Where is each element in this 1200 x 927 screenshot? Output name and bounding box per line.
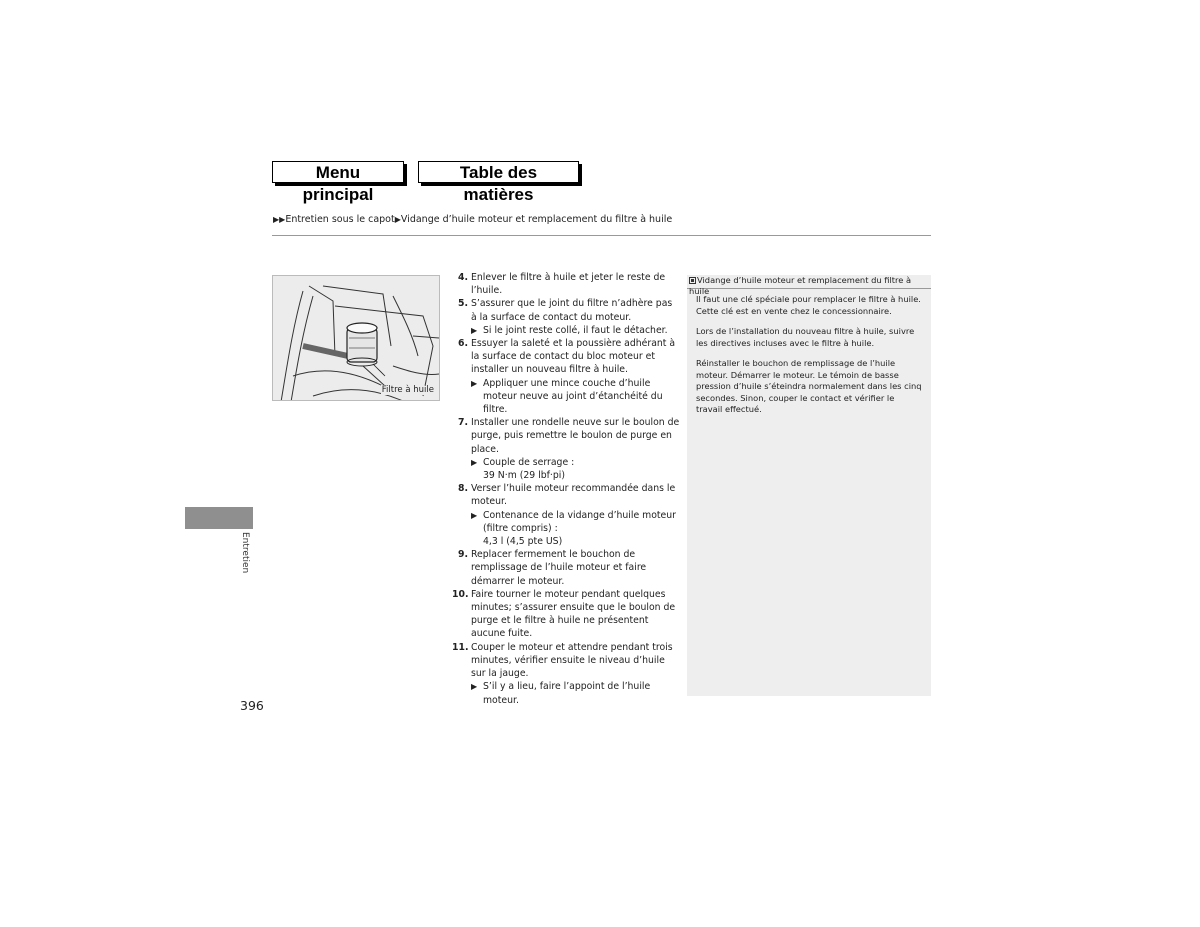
step-text: Installer une rondelle neuve sur le boulon de purge, puis remettre le boulon de purge en place. xyxy=(471,417,680,455)
list-item xyxy=(452,416,680,482)
step-note-text: S’il y a lieu, faire l’appoint de l’huile moteur. xyxy=(483,681,651,706)
step-text: Faire tourner le moteur pendant quelques minutes; s’assurer ensuite que le boulon de purge et le filtre à huile ne présentent aucune fuite. xyxy=(471,588,676,640)
list-item xyxy=(452,548,680,588)
breadcrumb-separator-icon: ▶ xyxy=(394,215,401,224)
list-item xyxy=(452,337,680,416)
table-of-contents-button[interactable]: Table des matières xyxy=(418,161,579,183)
breadcrumb xyxy=(273,214,672,225)
step-number: 10. xyxy=(452,588,469,600)
step-number: 6. xyxy=(457,338,468,350)
arrow-right-icon: ▶ xyxy=(471,378,478,388)
info-sidebar xyxy=(687,275,931,696)
step-note-value: 39 N·m (29 lbf·pi) xyxy=(483,470,565,482)
step-note-value: 4,3 l (4,5 pte US) xyxy=(483,536,563,548)
step-text: Replacer fermement le bouchon de remplissage de l’huile moteur et faire démarrer le moteur. xyxy=(471,549,647,587)
sidebar-paragraph: Il faut une clé spéciale pour remplacer le filtre à huile. Cette clé est en vente chez le concessionnaire. xyxy=(696,294,921,316)
figure-caption: Filtre à huile xyxy=(381,385,434,395)
breadcrumb-arrows-icon: ▶▶ xyxy=(273,215,286,224)
sidebar-paragraph: Lors de l’installation du nouveau filtre à huile, suivre les directives incluses avec le filtre à huile. xyxy=(696,326,915,348)
arrow-right-icon: ▶ xyxy=(471,682,478,692)
breadcrumb-current-page: Vidange d’huile moteur et remplacement du filtre à huile xyxy=(400,214,673,225)
step-note xyxy=(471,509,680,549)
step-text: Couper le moteur et attendre pendant trois minutes, vérifier ensuite le niveau d’huile sur la jauge. xyxy=(471,641,673,680)
step-note xyxy=(471,456,680,482)
chapter-tab-marker xyxy=(185,507,253,529)
step-note-text: Contenance de la vidange d’huile moteur (filtre compris) : xyxy=(483,509,676,534)
list-item xyxy=(452,271,680,297)
step-number: 7. xyxy=(457,417,468,429)
step-number: 9. xyxy=(457,549,468,561)
main-menu-button[interactable]: Menu principal xyxy=(272,161,404,183)
sidebar-paragraph: Réinstaller le bouchon de remplissage de l’huile moteur. Démarrer le moteur. Le témoin de basse pression d’huile s’éteindra normalement dans les cinq secondes. Sinon, couper le contact et vérifier le travail effectué. xyxy=(696,358,922,414)
arrow-right-icon: ▶ xyxy=(471,457,478,467)
step-note-text: Appliquer une mince couche d’huile moteur neuve au joint d’étanchéité du filtre. xyxy=(483,377,663,416)
step-note-text: Couple de serrage : xyxy=(483,456,575,468)
step-note-text: Si le joint reste collé, il faut le détacher. xyxy=(483,324,668,336)
list-item xyxy=(452,482,680,548)
procedure-steps xyxy=(452,271,680,707)
header-divider xyxy=(272,235,931,236)
step-text: Verser l’huile moteur recommandée dans le moteur. xyxy=(471,483,676,508)
step-number: 4. xyxy=(457,272,468,283)
chapter-tab-label: Entretien xyxy=(240,532,250,574)
sidebar-title xyxy=(687,275,931,296)
sidebar-title-text: Vidange d’huile moteur et remplacement du filtre à huile xyxy=(689,275,912,296)
step-number: 5. xyxy=(457,298,468,310)
oil-filter-illustration xyxy=(272,275,440,401)
step-text: Enlever le filtre à huile et jeter le reste de l’huile. xyxy=(471,272,666,297)
arrow-right-icon: ▶ xyxy=(471,325,478,335)
engine-drawing xyxy=(273,276,440,401)
list-item xyxy=(452,297,680,337)
step-text: S’assurer que le joint du filtre n’adhère pas à la surface de contact du moteur. xyxy=(471,298,673,323)
step-text: Essuyer la saleté et la poussière adhérant à la surface de contact du bloc moteur et installer un nouveau filtre à huile. xyxy=(471,338,676,376)
step-number: 11. xyxy=(452,641,469,653)
reference-box-icon xyxy=(689,277,696,284)
page-number: 396 xyxy=(240,698,264,713)
step-number: 8. xyxy=(457,483,468,495)
list-item xyxy=(452,641,680,707)
step-note xyxy=(471,324,680,337)
step-note xyxy=(471,680,680,706)
arrow-right-icon: ▶ xyxy=(471,510,478,520)
breadcrumb-section-link[interactable]: Entretien sous le capot xyxy=(285,214,395,225)
list-item xyxy=(452,588,680,641)
step-note xyxy=(471,377,680,417)
